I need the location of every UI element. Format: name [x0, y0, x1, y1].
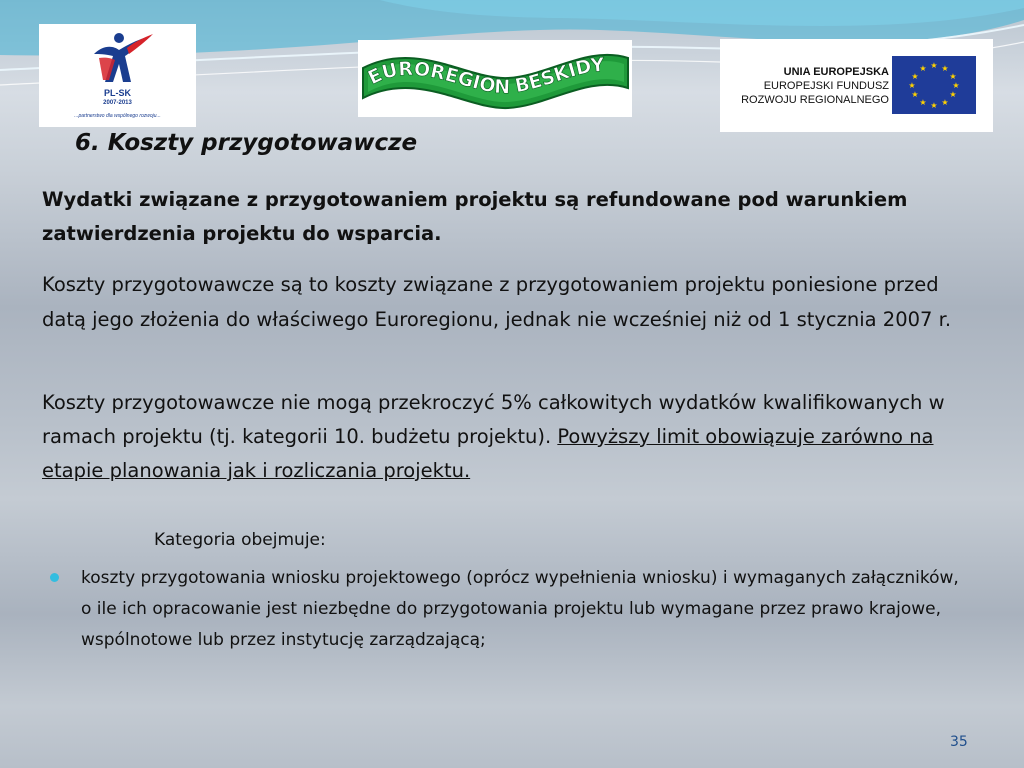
- eu-logo: [720, 39, 993, 132]
- eu-line3: ROZWOJU REGIONALNEGO: [741, 94, 889, 106]
- category-label: Kategoria obejmuje:: [154, 530, 326, 550]
- svg-text:★: ★: [941, 64, 949, 73]
- svg-text:★: ★: [949, 72, 957, 81]
- eu-flag-icon: [892, 56, 976, 114]
- plsk-label: PL-SK 2007-2013: [103, 88, 132, 106]
- plsk-figure-icon: [39, 24, 196, 88]
- svg-text:★: ★: [911, 72, 919, 81]
- paragraph-cost-limit: [42, 386, 987, 488]
- svg-text:★: ★: [952, 81, 960, 90]
- euroregion-banner: [358, 40, 632, 117]
- eu-text: [734, 65, 889, 107]
- euroregion-text: EUROREGION BESKIDY: [364, 53, 606, 99]
- svg-text:★: ★: [930, 61, 938, 70]
- svg-text:★: ★: [911, 90, 919, 99]
- bullet-text: koszty przygotowania wniosku projektowego (oprócz wypełnienia wniosku) i wymaganych załączników, o ile ich opracowanie jest niezbędne do przygotowania projektu lub wymagane przez prawo krajowe, wspólnotowe lub przez instytucję zarządzającą;: [81, 568, 959, 650]
- svg-text:★: ★: [919, 98, 927, 107]
- svg-text:★: ★: [930, 101, 938, 110]
- svg-text:★: ★: [949, 90, 957, 99]
- plsk-logo: [39, 24, 196, 127]
- bullet-icon: [50, 573, 59, 582]
- paragraph-refund-condition: Wydatki związane z przygotowaniem projektu są refundowane pod warunkiem zatwierdzenia projektu do wsparcia.: [42, 188, 908, 245]
- svg-text:★: ★: [941, 98, 949, 107]
- cost-limit-text: Koszty przygotowawcze nie mogą przekroczyć 5% całkowitych wydatków kwalifikowanych w ramach projektu (tj. kategorii 10. budżetu projektu).: [42, 391, 945, 448]
- eu-line1: UNIA EUROPEJSKA: [783, 66, 889, 78]
- paragraph-cost-definition: Koszty przygotowawcze są to koszty związane z przygotowaniem projektu poniesione przed datą jego złożenia do właściwego Euroregionu, jednak nie wcześniej niż od 1 stycznia 2007 r.: [42, 273, 952, 331]
- svg-text:★: ★: [908, 81, 916, 90]
- eu-line2: EUROPEJSKI FUNDUSZ: [763, 80, 889, 92]
- cost-limit-underlined: Powyższy limit obowiązuje zarówno na etapie planowania jak i rozliczania projektu.: [42, 425, 934, 482]
- plsk-slogan: ...partnerstwo dla wspólnego rozwoju...: [74, 113, 161, 119]
- slide-title: 6. Koszty przygotowawcze: [75, 130, 418, 156]
- page-number: 35: [950, 734, 968, 750]
- svg-text:★: ★: [919, 64, 927, 73]
- euroregion-logo: [358, 40, 632, 117]
